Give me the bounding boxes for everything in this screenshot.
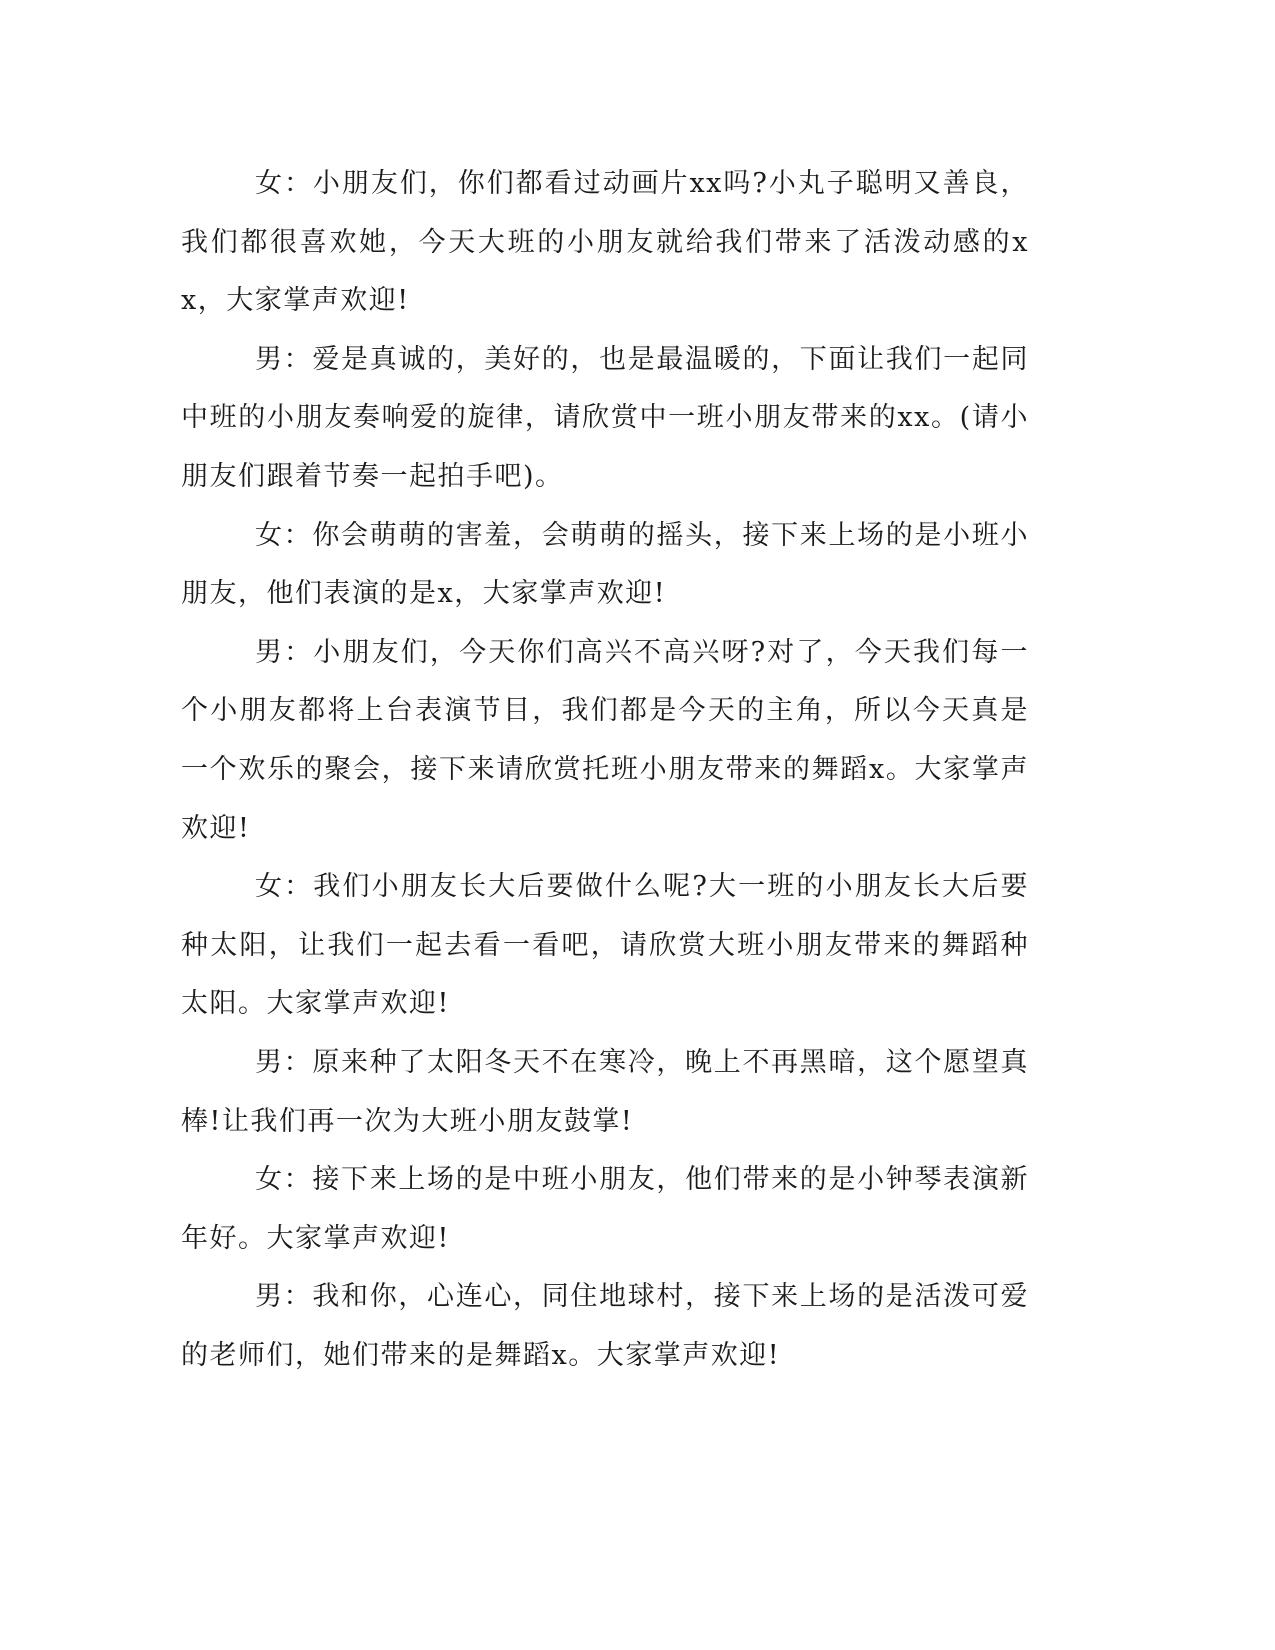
paragraph-1: 女：小朋友们，你们都看过动画片xx吗?小丸子聪明又善良，我们都很喜欢她，今天大班的小朋友就给我们带来了活泼动感的xx，大家掌声欢迎! bbox=[181, 168, 1029, 317]
paragraph-8: 男：我和你，心连心，同住地球村，接下来上场的是活泼可爱的老师们，她们带来的是舞蹈x。大家掌声欢迎! bbox=[181, 1281, 1029, 1371]
paragraph-7: 女：接下来上场的是中班小朋友，他们带来的是小钟琴表演新年好。大家掌声欢迎! bbox=[181, 1164, 1029, 1254]
paragraph-4: 男：小朋友们，今天你们高兴不高兴呀?对了，今天我们每一个小朋友都将上台表演节目，我们都是今天的主角，所以今天真是一个欢乐的聚会，接下来请欣赏托班小朋友带来的舞蹈x。大家掌声欢迎! bbox=[181, 636, 1029, 844]
paragraph-3: 女：你会萌萌的害羞，会萌萌的摇头，接下来上场的是小班小朋友，他们表演的是x，大家掌声欢迎! bbox=[181, 519, 1029, 610]
paragraph-5: 女：我们小朋友长大后要做什么呢?大一班的小朋友长大后要种太阳，让我们一起去看一看吧，请欣赏大班小朋友带来的舞蹈种太阳。大家掌声欢迎! bbox=[181, 871, 1029, 1020]
document-body bbox=[181, 155, 1029, 1385]
paragraph-2: 男：爱是真诚的，美好的，也是最温暖的，下面让我们一起同中班的小朋友奏响爱的旋律，请欣赏中一班小朋友带来的xx。(请小朋友们跟着节奏一起拍手吧)。 bbox=[181, 343, 1029, 492]
paragraph-6: 男：原来种了太阳冬天不在寒冷，晚上不再黑暗，这个愿望真棒!让我们再一次为大班小朋友鼓掌! bbox=[181, 1046, 1029, 1137]
